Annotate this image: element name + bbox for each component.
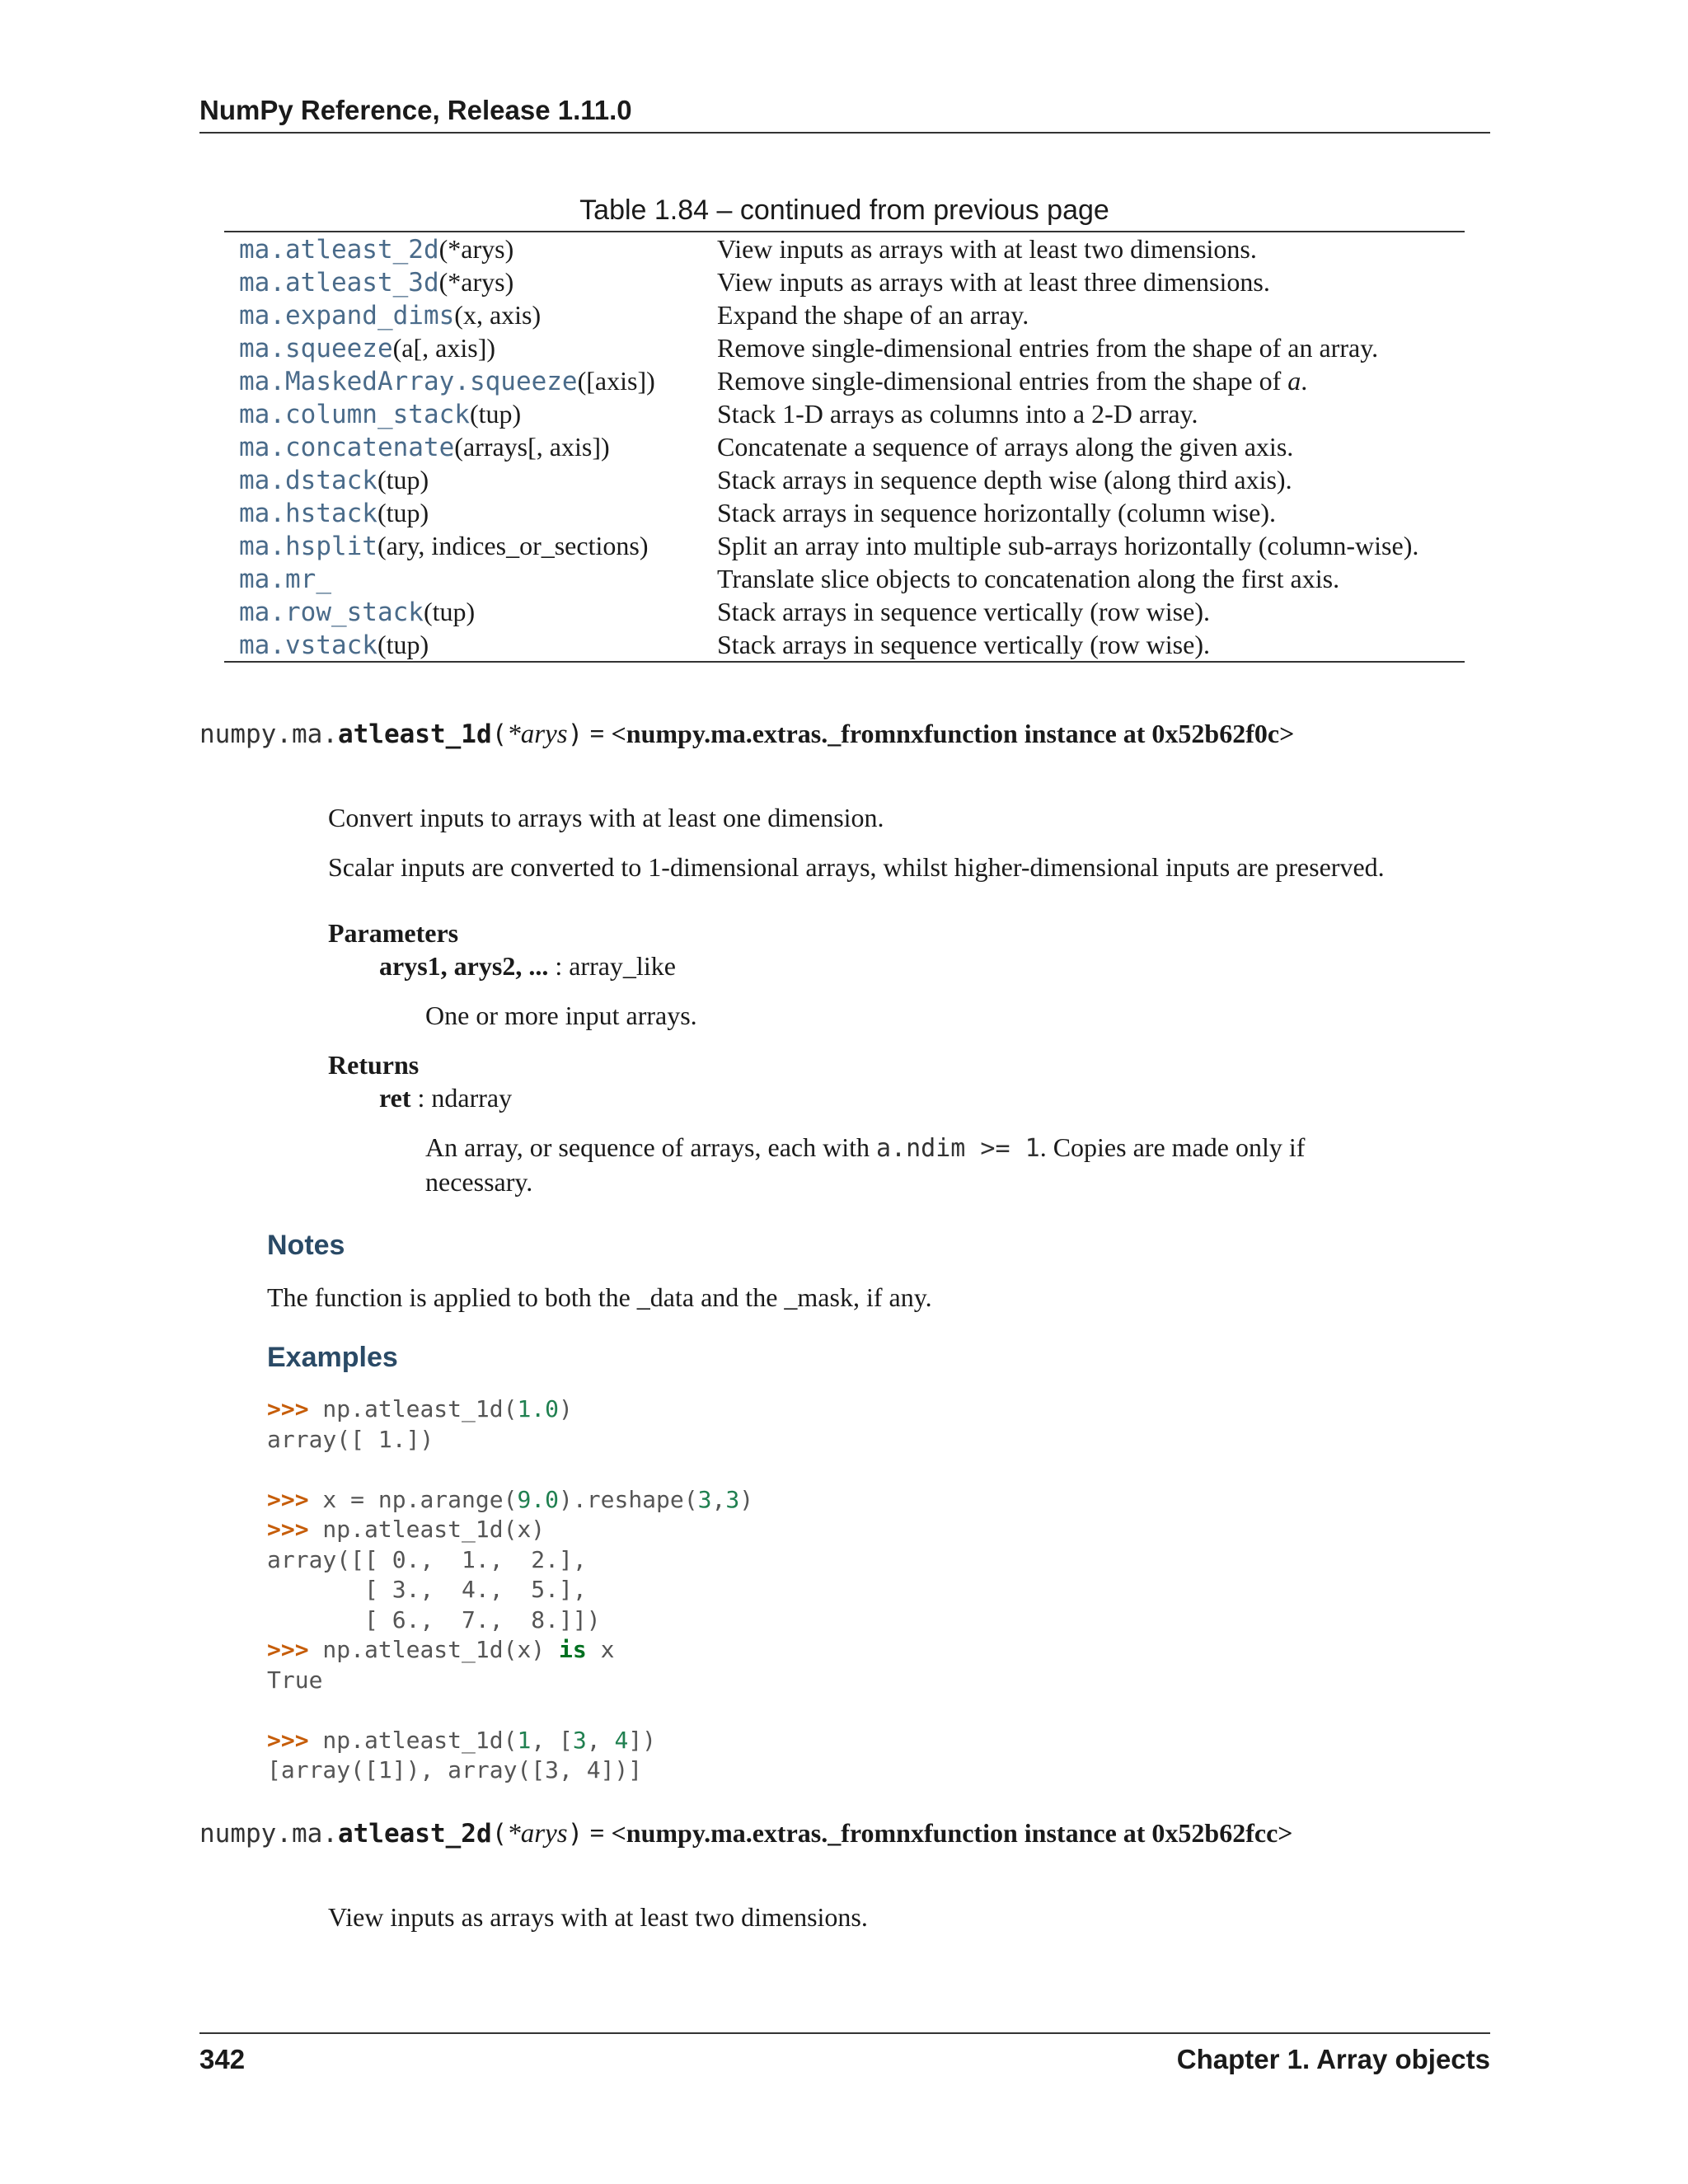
description-cell: Translate slice objects to concatenation along the first axis. (717, 564, 1340, 593)
doc-summary: Convert inputs to arrays with at least one dimension. (328, 803, 884, 832)
param-description: One or more input arrays. (425, 1001, 697, 1030)
examples-heading: Examples (267, 1342, 398, 1373)
param-name: arys1, arys2, ... (379, 951, 549, 981)
table-row (224, 562, 1465, 595)
notes-text: The function is applied to both the _data and the _mask, if any. (267, 1282, 932, 1312)
doc-extended: Scalar inputs are converted to 1-dimensional arrays, whilst higher-dimensional inputs are preserved. (328, 852, 1385, 882)
function-cell (239, 628, 429, 662)
description-cell: Stack arrays in sequence vertically (row wise). (717, 630, 1210, 659)
table-row (224, 397, 1465, 430)
function-cell (239, 562, 331, 596)
parameters-heading: Parameters (328, 918, 459, 948)
table-row (224, 628, 1465, 661)
description-cell: Stack 1-D arrays as columns into a 2-D array. (717, 399, 1198, 429)
description-cell: Split an array into multiple sub-arrays horizontally (column-wise). (717, 531, 1419, 560)
table-row (224, 364, 1465, 397)
sig-open-paren: ( (491, 1819, 508, 1849)
return-type: : ndarray (417, 1083, 513, 1113)
sig-param: *arys (507, 1819, 568, 1849)
description-cell: View inputs as arrays with at least two dimensions. (717, 234, 1257, 264)
running-title: NumPy Reference, Release 1.11.0 (199, 95, 632, 125)
table-row (224, 463, 1465, 496)
description-cell: View inputs as arrays with at least three dimensions. (717, 267, 1270, 297)
returns-heading: Returns (328, 1050, 420, 1080)
sig-module: numpy.ma. (199, 719, 338, 749)
table-row (224, 232, 1465, 265)
sig-value: = <numpy.ma.extras._fromnxfunction instance at 0x52b62f0c> (589, 719, 1295, 748)
function-cell (239, 265, 513, 299)
example-code-block: >>> np.atleast_1d(1.0) array([ 1.]) >>> x = np.arange(9.0).reshape(3,3) >>> np.atleast_1d(x) array([[ 0., 1., 2.], [ 3., 4., 5.], [ 6., 7., 8.]]) >>> np.atleast_1d(x) is x True >>> np.atleast_1d(1, [3, 4]) [array([1]), array([3, 4])] (267, 1395, 754, 1783)
description-cell: Remove single-dimensional entries from the shape of an array. (717, 333, 1379, 363)
function-cell (239, 397, 521, 431)
function-cell (239, 463, 429, 497)
function-cell (239, 331, 495, 365)
return-desc-text-3: necessary. (425, 1167, 533, 1197)
signature-atleast-2d (199, 1818, 1293, 1849)
function-cell (239, 232, 513, 266)
table-row (224, 529, 1465, 562)
return-desc-text: An array, or sequence of arrays, each with (425, 1132, 870, 1162)
function-args: (*arys) (438, 267, 514, 297)
function-cell (239, 496, 429, 530)
description-cell: Stack arrays in sequence horizontally (column wise). (717, 498, 1276, 527)
description-cell: Stack arrays in sequence vertically (row wise). (717, 597, 1210, 626)
function-table (224, 231, 1465, 663)
sig-close-paren: ) (567, 1819, 584, 1849)
table-row (224, 331, 1465, 364)
function-link[interactable]: ma.dstack (239, 466, 377, 495)
sig-function-name: atleast_2d (337, 1819, 492, 1849)
return-name: ret (379, 1083, 411, 1113)
function-args: (ary, indices_or_sections) (377, 531, 649, 560)
signature-atleast-1d (199, 719, 1294, 750)
description-cell: Expand the shape of an array. (717, 300, 1029, 330)
table-row (224, 265, 1465, 298)
function-link[interactable]: ma.squeeze (239, 334, 393, 363)
param-entry (379, 949, 676, 982)
function-link[interactable]: ma.concatenate (239, 433, 455, 462)
sig-close-paren: ) (567, 719, 584, 749)
sig-value: = <numpy.ma.extras._fromnxfunction instance at 0x52b62fcc> (589, 1818, 1293, 1848)
function-cell (239, 298, 541, 332)
table-row (224, 430, 1465, 463)
function-args: (x, axis) (454, 300, 542, 330)
sig-open-paren: ( (491, 719, 508, 749)
function-args: (tup) (377, 630, 429, 659)
table-caption: Table 1.84 – continued from previous page (579, 194, 1109, 226)
chapter-title: Chapter 1. Array objects (1176, 2044, 1490, 2074)
table-row (224, 298, 1465, 331)
page-header (199, 92, 1490, 134)
function-cell (239, 430, 610, 464)
return-desc-code: a.ndim >= 1 (876, 1134, 1040, 1163)
notes-heading: Notes (267, 1230, 345, 1261)
function-cell (239, 529, 648, 563)
description-cell: Stack arrays in sequence depth wise (along third axis). (717, 465, 1292, 494)
function-args: ([axis]) (577, 366, 655, 396)
param-type: : array_like (555, 951, 676, 981)
function-link[interactable]: ma.expand_dims (239, 301, 455, 330)
description-cell: Concatenate a sequence of arrays along the given axis. (717, 432, 1294, 462)
function-link[interactable]: ma.row_stack (239, 598, 424, 627)
return-description (425, 1131, 1305, 1198)
function-link[interactable]: ma.column_stack (239, 400, 470, 429)
return-desc-text-2: . Copies are made only if (1039, 1132, 1306, 1162)
function-args: (a[, axis]) (392, 333, 496, 363)
function-link[interactable]: ma.hstack (239, 499, 377, 528)
function-link[interactable]: ma.atleast_2d (239, 235, 439, 265)
function-cell (239, 364, 655, 398)
function-args: (*arys) (438, 234, 514, 264)
table-row (224, 496, 1465, 529)
function-link[interactable]: ma.atleast_3d (239, 268, 439, 298)
function-args: (arrays[, axis]) (454, 432, 610, 462)
sig-param: *arys (507, 719, 568, 749)
page-number: 342 (199, 2044, 246, 2074)
sig-module: numpy.ma. (199, 1819, 338, 1849)
page-footer (199, 2032, 1490, 2074)
function-link[interactable]: ma.hsplit (239, 532, 377, 561)
function-args: (tup) (377, 465, 429, 494)
doc2-summary: View inputs as arrays with at least two dimensions. (328, 1902, 868, 1932)
return-entry (379, 1081, 512, 1114)
function-args: (tup) (469, 399, 522, 429)
sig-function-name: atleast_1d (337, 719, 492, 749)
function-args: (tup) (423, 597, 476, 626)
function-cell (239, 595, 475, 629)
function-link[interactable]: ma.MaskedArray.squeeze (239, 367, 578, 396)
function-args: (tup) (377, 498, 429, 527)
table-row (224, 595, 1465, 628)
function-link[interactable]: ma.vstack (239, 630, 377, 660)
description-cell: Remove single-dimensional entries from the shape of a. (717, 366, 1308, 396)
function-link[interactable]: ma.mr_ (239, 565, 331, 594)
